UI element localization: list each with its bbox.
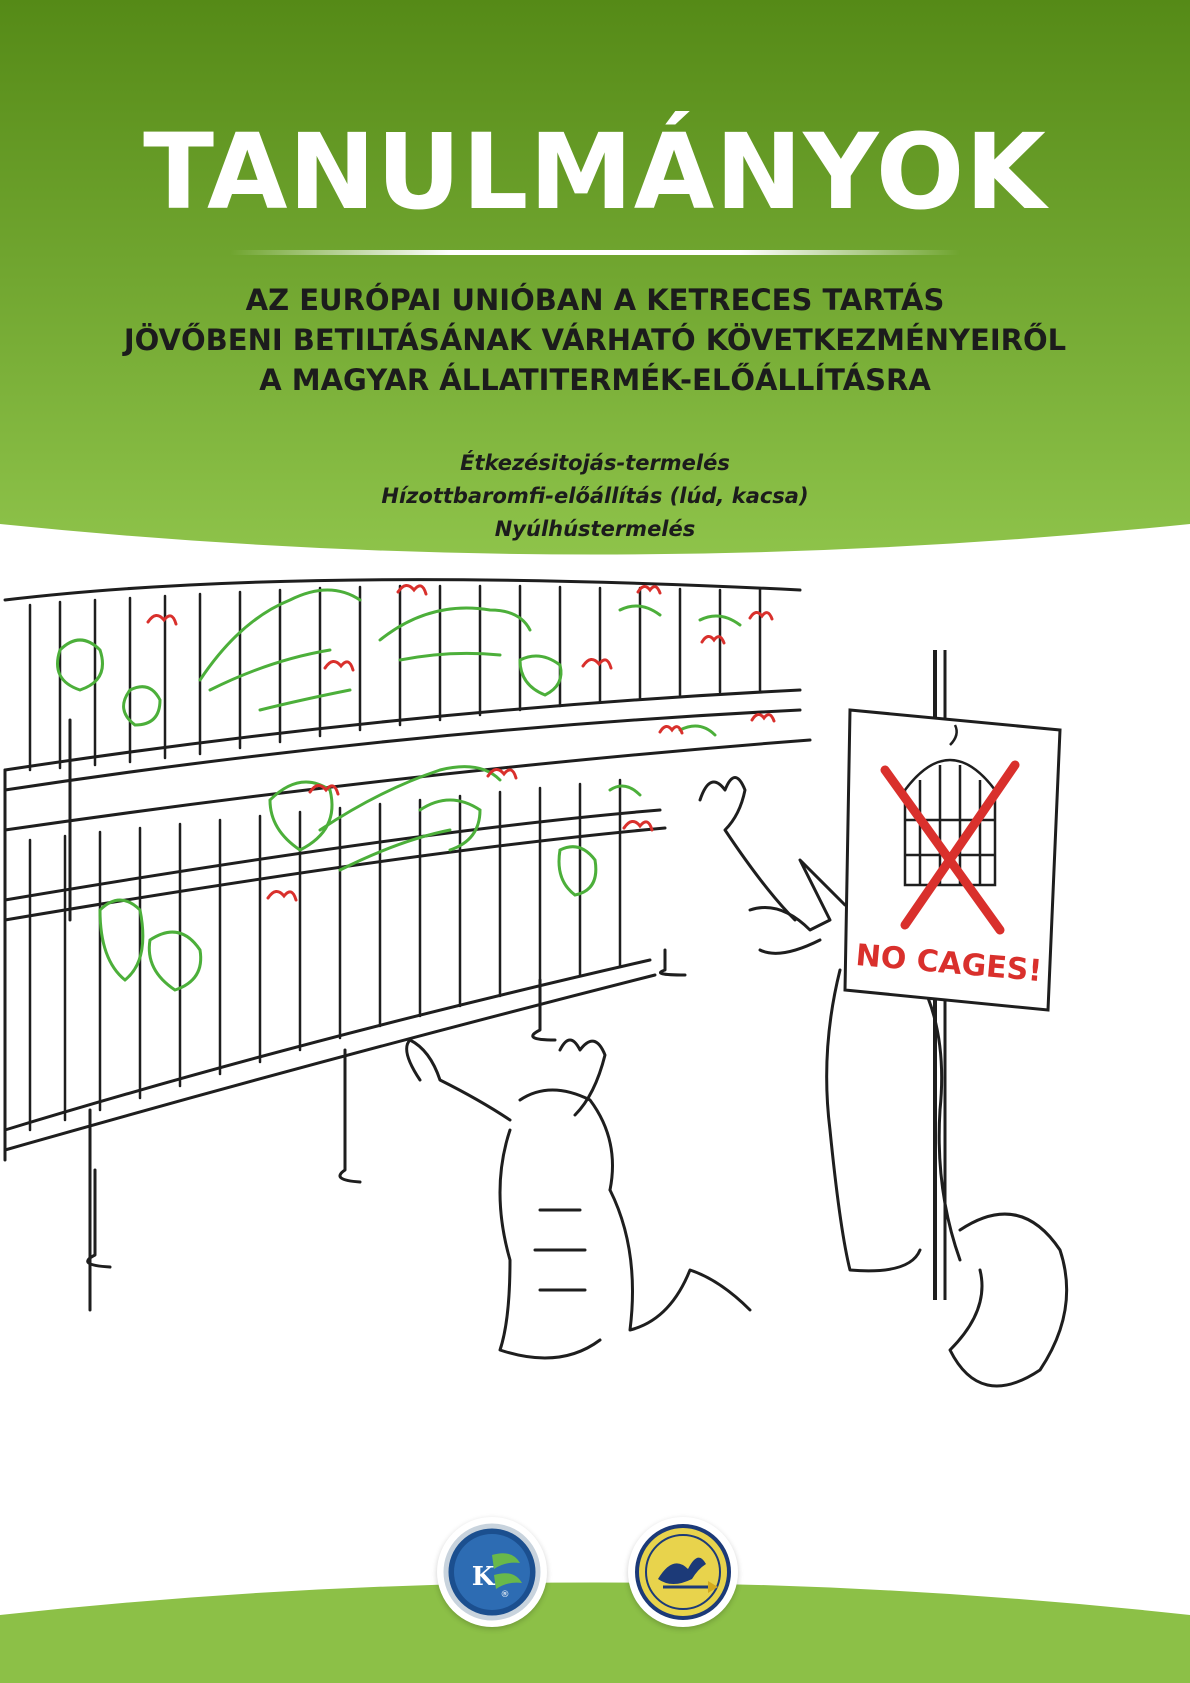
cover-title: TANULMÁNYOK [143, 111, 1047, 233]
topic-item: Hízottbaromfi-előállítás (lúd, kacsa) [381, 484, 809, 508]
subtitle-line: AZ EURÓPAI UNIÓBAN A KETRECES TARTÁS [245, 283, 945, 317]
cat-icon [407, 1040, 750, 1358]
logo-registered-mark: ® [500, 1590, 510, 1600]
topic-item: Nyúlhústermelés [494, 517, 696, 541]
topic-list [0, 447, 1190, 546]
title-divider [230, 250, 960, 255]
subtitle-line: JÖVŐBENI BETILTÁSÁNAK VÁRHATÓ KÖVETKEZMÉNYEIRŐL [123, 323, 1067, 357]
subtitle-line: A MAGYAR ÁLLATITERMÉK-ELŐÁLLÍTÁSRA [259, 363, 931, 397]
publisher-logo-icon [437, 1517, 547, 1627]
cover-subtitle [40, 280, 1150, 400]
cartoon-illustration [0, 570, 1190, 1430]
footer-background [0, 1560, 1190, 1683]
partner-logo-icon [628, 1517, 738, 1627]
topic-item: Étkezésitojás-termelés [460, 451, 730, 475]
sign-text: NO CAGES! [854, 937, 1044, 990]
partner-logo [628, 1517, 738, 1627]
publisher-logo [437, 1517, 547, 1627]
no-cages-sign-icon [845, 650, 1060, 1300]
cage-battery-icon [5, 580, 810, 1310]
logo-letter: K [471, 1562, 495, 1592]
